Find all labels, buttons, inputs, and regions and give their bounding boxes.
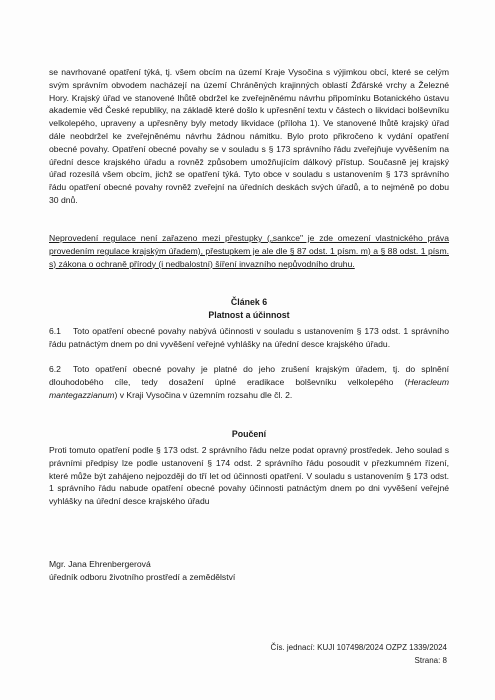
underlined-paragraph: Neprovedení regulace není zařazeno mezi přestupky („sankce" je zde omezení vlastnického práva provedením regulace krajským úřadem), přestupkem je ale dle § 87 odst. 1 písm. m) a § 88 odst. 1 písm. s) zákona o ochraně přírody (i nedbalostní) šíření invazního nepůvodního druhu.	[49, 233, 449, 269]
page-number: Strana: 8	[414, 656, 447, 665]
signatory-name: Mgr. Jana Ehrenbergerová	[49, 559, 151, 569]
item-number: 6.1	[49, 326, 61, 336]
item-text: Toto opatření obecné povahy nabývá účinnosti v souladu s ustanovením § 173 odst. 1 správního řádu patnáctým dnem po dni vyvěšení veřejné vyhlášky na úřední desce krajského úřadu.	[49, 326, 449, 349]
numbered-item	[49, 363, 449, 401]
species-name: Heracleum mantegazzianum	[49, 376, 449, 400]
article-number: Článek 6	[230, 297, 268, 307]
item-text: Toto opatření obecné povahy je platné do jeho zrušení krajským úřadem, tj. do splnění dlouhodobého cíle, tedy dosažení úplné eradikace bolševníku velkolepého (	[49, 364, 449, 387]
signatory-role: úředník odboru životního prostředí a zemědělství	[49, 572, 236, 582]
item-number: 6.2	[49, 364, 61, 374]
body-paragraph: se navrhované opatření týká, tj. všem obcím na území Kraje Vysočina s výjimkou obcí, které se celým svým správním obvodem nacházejí na území Chráněných krajinných oblastí Žďárské vrchy a Železné Hory. Krajský úřad ve stanovené lhůtě obdržel ke zveřejněnému návrhu připomínku Botanického ústavu akademie věd České republiky, na základě které došlo k upřesnění textu v částech o likvidaci bolševníku velkolepého, upraveny a upřesněny byly metody likvidace (příloha 1). Ve stanovené lhůtě krajský úřad dále neobdržel ke zveřejněnému návrhu žádnou námitku. Bylo proto přikročeno k vydání opatření obecné povahy. Opatření obecné povahy se v souladu s § 173 správního řádu zveřejňuje vyvěšením na úřední desce krajského úřadu a rovněž způsobem umožňujícím dálkový přístup. Současně jej krajský úřad rozesílá všem obcím, jichž se opatření týká. Tyto obce v souladu s ustanovením § 173 správního řádu opatření obecné povahy rovněž zveřejní na úředních deskách svých úřadů, a to nejméně po dobu 30 dnů.	[49, 67, 449, 205]
instruction-paragraph: Proti tomuto opatření podle § 173 odst. 2 správního řádu nelze podat opravný prostředek. Jeho soulad s právními předpisy lze podle ustanovení § 174 odst. 2 správního řádu posoudit v přezkumném řízení, které může být zahájeno nejpozději do tří let od účinnosti opatření. V souladu s ustanovením § 173 odst. 1 správního řádu nabude opatření obecné povahy účinnosti patnáctým dnem po dni vyvěšení veřejné vyhlášky na úřední desce krajského úřadu	[49, 445, 449, 507]
article-title: Platnost a účinnost	[208, 310, 290, 320]
numbered-item	[49, 325, 449, 351]
article-heading	[49, 296, 449, 322]
reference-number: Čís. jednací: KUJI 107498/2024 OZPZ 1339/2024	[270, 643, 447, 652]
instruction-heading: Poučení	[231, 429, 267, 439]
item-text-end: ) v Kraji Vysočina v územním rozsahu dle čl. 2.	[114, 389, 293, 400]
